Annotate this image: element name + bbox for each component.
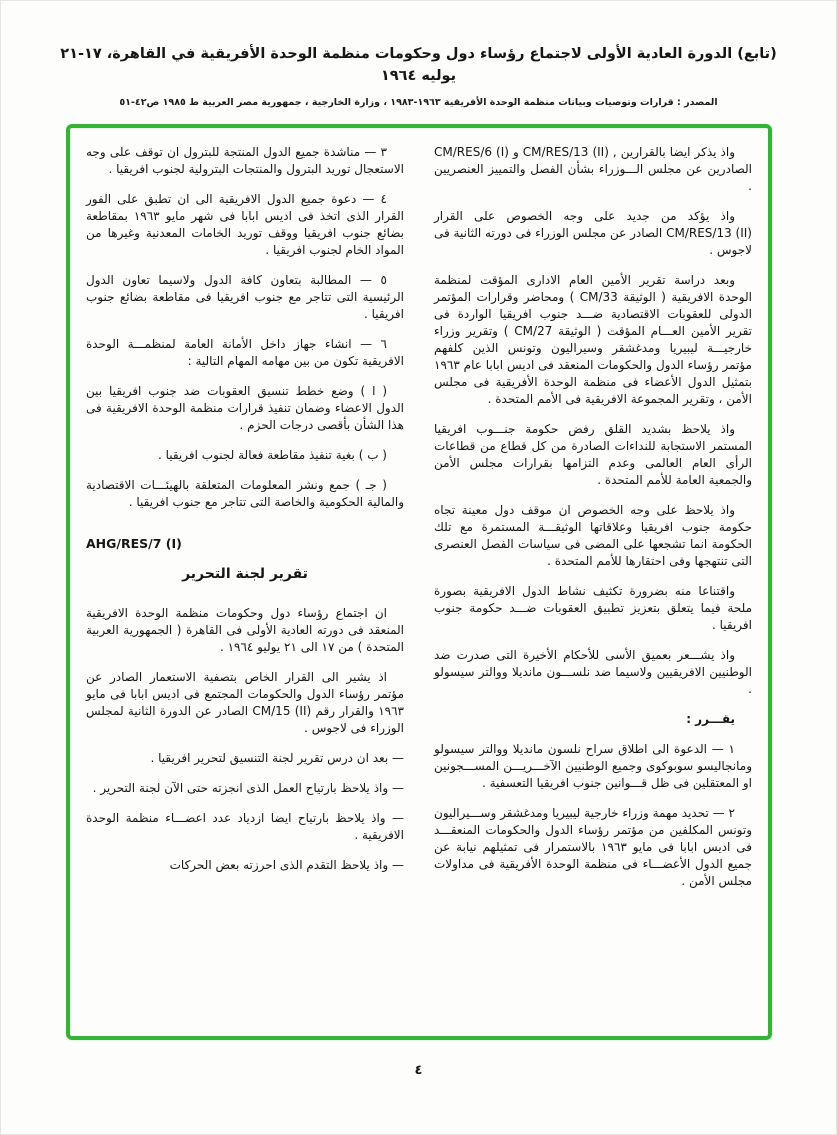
doc-ref: AHG/RES/7 (I) xyxy=(86,536,182,551)
document-title: (تابع) الدورة العادية الأولى لاجتماع رؤساء دول وحكومات منظمة الوحدة الأفريقية في القاهرة، ١٧-٢١ يوليه ١٩٦٤ xyxy=(60,46,777,84)
paragraph: ١ — الدعوة الى اطلاق سراح نلسون مانديلا ووالتر سيسولو ومانجاليسو سوبوكوى وجميع الوطنيين الآخـــريـــن المســـجونين او المعتقلين فى ظل قـــوانين جنوب افريقيا التعسفية . xyxy=(434,742,752,790)
paragraph: ٢ — تحديد مهمة وزراء خارجية ليبيريا ومدغشقر وســـيراليون وتونس المكلفين من مؤتمر رؤساء الدول والحكومات المنعقـــد فى اديس ابابا فى مايو ١٩٦٣ بالاستمرار فى تمثيلهم نيابة عن جميع الدول الأعضـــاء فى منظمة الوحدة الأفريقية فى مداولات مجلس الأمن . xyxy=(434,806,752,888)
paragraph: ٥ — المطالبة بتعاون كافة الدول ولاسيما تعاون الدول الرئيسية التى تتاجر مع جنوب افريقيا فى مقاطعة بضائع جنوب افريقيا . xyxy=(86,273,404,321)
paragraph: واذ يشـــعر بعميق الأسى للأحكام الأخيرة التى صدرت ضد الوطنيين الافريقيين ولاسيما ضد نلســـون مانديلا ووالتر سيسولو . xyxy=(434,648,752,696)
paragraph: ( ا ) وضع خطط تنسيق العقوبات ضد جنوب افريقيا بين الدول الاعضاء وضمان تنفيذ قرارات منظمة الوحدة الافريقية فى هذا الشأن بأقصى درجات الحزم . xyxy=(86,384,404,432)
paragraph: واذ يؤكد من جديد على وجه الخصوص على القرار CM/RES/13 (II) الصادر عن مجلس الوزراء فى دورته الثانية فى لاجوس . xyxy=(434,209,752,257)
source-line: المصدر : قرارات وتوصيات وبيانات منظمة الوحدة الأفريقية ١٩٦٣-١٩٨٣ ، وزارة الخارجية ، جمهورية مصر العربية ط ١٩٨٥ ص٤٢-٥١ xyxy=(119,96,718,108)
paragraph: — بعد ان درس تقرير لجنة التنسيق لتحرير افريقيا . xyxy=(150,751,404,765)
paragraph: وبعد دراسة تقرير الأمين العام الادارى المؤقت لمنظمة الوحدة الافريقية ( الوثيقة CM/33 ) ومحاضر وقرارات المؤتمر الدولى للعقوبات الاقتصادية ضـــد جنوب افريقيا الواردة فى تقرير الأمين العـــام المؤقت ( الوثيقة CM/27 ) وتقرير وزراء خارجيـــة ليبيريا ومدغشقر وسيراليون وتونس الذين كلفهم مؤتمر رؤساء الدول والحكومات المنعقد فى اديس ابابا عام ١٩٦٣ بتمثيل الدول الأعضاء فى منظمة الوحدة الأفريقية فى مجلس الأمن ، وتقرير المجموعة الافريقية فى الأمم المتحدة . xyxy=(434,273,752,406)
right-column xyxy=(434,144,752,1028)
page-header xyxy=(58,44,779,108)
paragraph: واذ يلاحظ بشديد القلق رفض حكومة جنـــوب افريقيا المستمر الاستجابة للنداءات الصادرة من كل قطاع من قطاعات الرأى العام العالمى وعدم التزامها بقرارات مجلس الأمن والجمعية العامة للأمم المتحدة . xyxy=(434,422,752,487)
paragraph: — واذ يلاحظ بارتياح ايضا ازدياد عدد اعضـــاء منظمة الوحدة الافريقية . xyxy=(86,811,404,842)
paragraph: ( ب ) بغية تنفيذ مقاطعة فعالة لجنوب افريقيا . xyxy=(157,448,387,462)
paragraph: ٣ — مناشدة جميع الدول المنتجة للبترول ان توقف على وجه الاستعجال توريد البترول والمنتجات البترولية لجنوب افريقيا . xyxy=(86,145,404,176)
paragraph: — واذ يلاحظ التقدم الذى احرزته بعض الحركات xyxy=(169,858,404,872)
decides-label: يقـــرر : xyxy=(686,712,735,726)
left-column xyxy=(86,144,404,1028)
paragraph: اذ يشير الى القرار الخاص بتصفية الاستعمار الصادر عن مؤتمر رؤساء الدول والحكومات المجتمع فى اديس ابابا فى مايو ١٩٦٣ والقرار رقم CM/15 (II) الصادر عن الدورة الثانية لمجلس الوزراء فى لاجوس . xyxy=(86,670,404,735)
paragraph: — واذ يلاحظ بارتياح العمل الذى انجزته حتى الآن لجنة التحرير . xyxy=(92,781,404,795)
paragraph: واذ يذكر ايضا بالقرارين , CM/RES/13 (II) و CM/RES/6 (I) الصادرين عن مجلس الـــوزراء بشأن الفصل والتمييز العنصريين . xyxy=(434,145,752,193)
paragraph: ( جـ ) جمع ونشر المعلومات المتعلقة بالهيئـــات الاقتصادية والمالية الحكومية والخاصة التى تتاجر مع جنوب افريقيا . xyxy=(86,478,404,509)
page-number: ٤ xyxy=(414,1063,423,1078)
paragraph: ان اجتماع رؤساء دول وحكومات منظمة الوحدة الافريقية المنعقد فى دورته العادية الأولى فى القاهرة ( الجمهورية العربية المتحدة ) من ١٧ الى ٢١ يوليو ١٩٦٤ . xyxy=(86,606,404,654)
paragraph: واقتناعا منه بضرورة تكثيف نشاط الدول الافريقية بصورة ملحة فيما يتعلق بتعزيز تطبيق العقوبات ضـــد حكومة جنوب افريقيا . xyxy=(434,584,752,632)
highlight-frame xyxy=(66,124,772,1040)
paragraph: ٤ — دعوة جميع الدول الافريقية الى ان تطبق على الفور القرار الذى اتخذ فى اديس ابابا فى شهر مايو ١٩٦٣ بمقاطعة بضائع جنوب افريقيا ووقف توريد الخامات المعدنية وغيرها من المواد الخام لجنوب افريقيا . xyxy=(86,192,404,257)
section-heading: تقرير لجنة التحرير xyxy=(182,566,308,582)
paragraph: ٦ — انشاء جهاز داخل الأمانة العامة لمنظمـــة الوحدة الافريقية تكون من بين مهامه المهام التالية : xyxy=(86,337,404,368)
paragraph: واذ يلاحظ على وجه الخصوص ان موقف دول معينة تجاه حكومة جنوب افريقيا وعلاقاتها الوثيقـــة المستمرة مع تلك الحكومة انما تشجعها على المضى فى سياسات الفصل العنصرى التى تنتهجها وفى احتقارها للأمم المتحدة . xyxy=(434,503,752,568)
